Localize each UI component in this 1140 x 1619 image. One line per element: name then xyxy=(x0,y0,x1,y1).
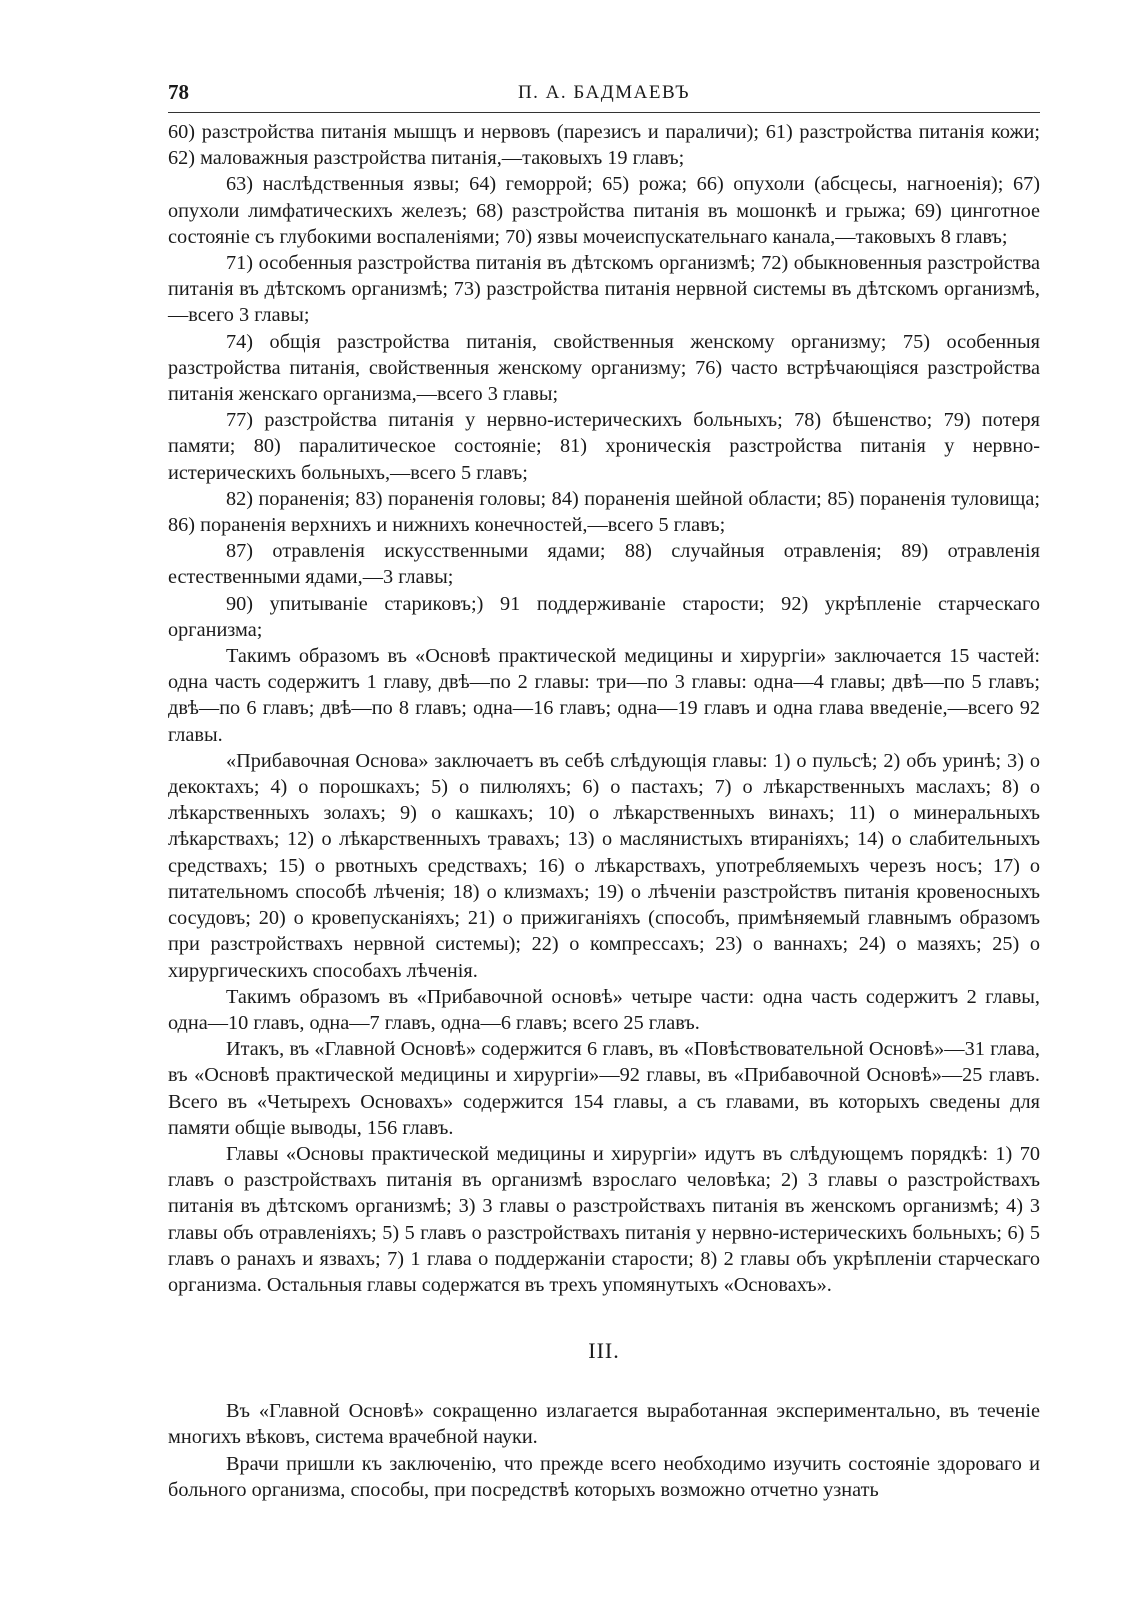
paragraph: 71) особенныя разстройства питанія въ дѣтскомъ организмѣ; 72) обыкновенныя разстройства питанія въ дѣтскомъ организмѣ; 73) разстройства питанія нервной системы въ дѣтскомъ организмѣ,—всего 3 главы; xyxy=(168,252,1040,327)
section-heading: III. xyxy=(588,1338,620,1364)
paragraph: 60) разстройства питанія мышцъ и нервовъ (парезисъ и параличи); 61) разстройства питанія кожи; 62) маловажныя разстройства питанія,—таковыхъ 19 главъ; xyxy=(168,121,1040,170)
paragraph: Такимъ образомъ въ «Прибавочной основѣ» четыре части: одна часть содержитъ 2 главы, одна—10 главъ, одна—7 главъ, одна—6 главъ; всего 25 главъ. xyxy=(168,985,1040,1034)
running-head: П. А. БАДМАЕВЪ xyxy=(517,82,691,103)
paragraph: «Прибавочная Основа» заключаетъ въ себѣ слѣдующія главы: 1) о пульсѣ; 2) объ уринѣ; 3) о декоктахъ; 4) о порошкахъ; 5) о пилюляхъ; 6) о пастахъ; 7) о лѣкарственныхъ маслахъ; 8) о лѣкарственныхъ золахъ; 9) о кашкахъ; 10) о лѣкарственныхъ винахъ; 11) о минеральныхъ лѣкарствахъ; 12) о лѣкарственныхъ травахъ; 13) о маслянистыхъ втираніяхъ; 14) о слабительныхъ средствахъ; 15) о рвотныхъ средствахъ; 16) о лѣкарствахъ, употребляемыхъ черезъ носъ; 17) о питательномъ способѣ лѣченія; 18) о клизмахъ; 19) о лѣченіи разстройствъ питанія кровеносныхъ сосудовъ; 20) о кровепусканіяхъ; 21) о прижиганіяхъ (способъ, примѣняемый главнымъ образомъ при разстройствахъ нервной системы); 22) о компрессахъ; 23) о ваннахъ; 24) о мазяхъ; 25) о хирургическихъ способахъ лѣченія. xyxy=(168,749,1040,982)
page-number: 78 xyxy=(168,80,189,104)
paragraph: 63) наслѣдственныя язвы; 64) геморрой; 65) рожа; 66) опухоли (абсцесы, нагноенія); 67) опухоли лимфатическихъ железъ; 68) разстройства питанія въ мошонкѣ и грыжа; 69) цинготное состояніе съ глубокими воспаленіями; 70) язвы мочеиспускательнаго канала,—таковыхъ 8 главъ; xyxy=(168,173,1040,248)
paragraph: Главы «Основы практической медицины и хирургіи» идутъ въ слѣдующемъ порядкѣ: 1) 70 главъ о разстройствахъ питанія въ организмѣ взрослаго человѣка; 2) 3 главы о разстройствахъ питанія въ дѣтскомъ организмѣ; 3) 3 главы о разстройствахъ питанія въ женскомъ организмѣ; 4) 3 главы объ отравленіяхъ; 5) 5 главъ о разстройствахъ питанія у нервно-истерическихъ больныхъ; 6) 5 главъ о ранахъ и язвахъ; 7) 1 глава о поддержаніи старости; 8) 2 главы объ укрѣпленіи старческаго организма. Остальныя главы содержатся въ трехъ упомянутыхъ «Основахъ». xyxy=(168,1142,1040,1296)
paragraph: 90) упитываніе стариковъ;) 91 поддерживаніе старости; 92) укрѣпленіе старческаго организма; xyxy=(168,592,1040,641)
book-page xyxy=(168,78,1040,1503)
paragraph: Итакъ, въ «Главной Основѣ» содержится 6 главъ, въ «Повѣствовательной Основѣ»—31 глава, въ «Основѣ практической медицины и хирургіи»—92 главы, въ «Прибавочной Основѣ»—25 главъ. Всего въ «Четырехъ Основахъ» содержится 154 главы, а съ главами, въ которыхъ сведены для памяти общіе выводы, 156 главъ. xyxy=(168,1038,1040,1139)
paragraph: Въ «Главной Основѣ» сокращенно излагается выработанная экспериментально, въ теченіе многихъ вѣковъ, система врачебной науки. xyxy=(168,1400,1040,1449)
paragraph: 87) отравленія искусственными ядами; 88) случайныя отравленія; 89) отравленія естественными ядами,—3 главы; xyxy=(168,540,1040,589)
body-text xyxy=(168,119,1040,1503)
paragraph: 74) общія разстройства питанія, свойственныя женскому организму; 75) особенныя разстройства питанія, свойственныя женскому организму; 76) часто встрѣчающіяся разстройства питанія женскаго организма,—всего 3 главы; xyxy=(168,330,1040,406)
page-header xyxy=(168,78,1040,113)
paragraph: 82) пораненія; 83) пораненія головы; 84) пораненія шейной области; 85) пораненія туловища; 86) пораненія верхнихъ и нижнихъ конечностей,—всего 5 главъ; xyxy=(168,487,1040,537)
paragraph: Врачи пришли къ заключенію, что прежде всего необходимо изучить состояніе здороваго и больного организма, способы, при посредствѣ которыхъ возможно отчетно узнать xyxy=(168,1452,1040,1501)
paragraph: 77) разстройства питанія у нервно-истерическихъ больныхъ; 78) бѣшенство; 79) потеря памяти; 80) паралитическое состояніе; 81) хроническія разстройства питанія у нервно-истерическихъ больныхъ,—всего 5 главъ; xyxy=(168,409,1040,484)
paragraph: Такимъ образомъ въ «Основѣ практической медицины и хирургіи» заключается 15 частей: одна часть содержитъ 1 главу, двѣ—по 2 главы: три—по 3 главы: одна—4 главы; двѣ—по 5 главъ; двѣ—по 6 главъ; двѣ—по 8 главъ; одна—16 главъ; одна—19 главъ и одна глава введеніе,—всего 92 главы. xyxy=(168,645,1040,746)
